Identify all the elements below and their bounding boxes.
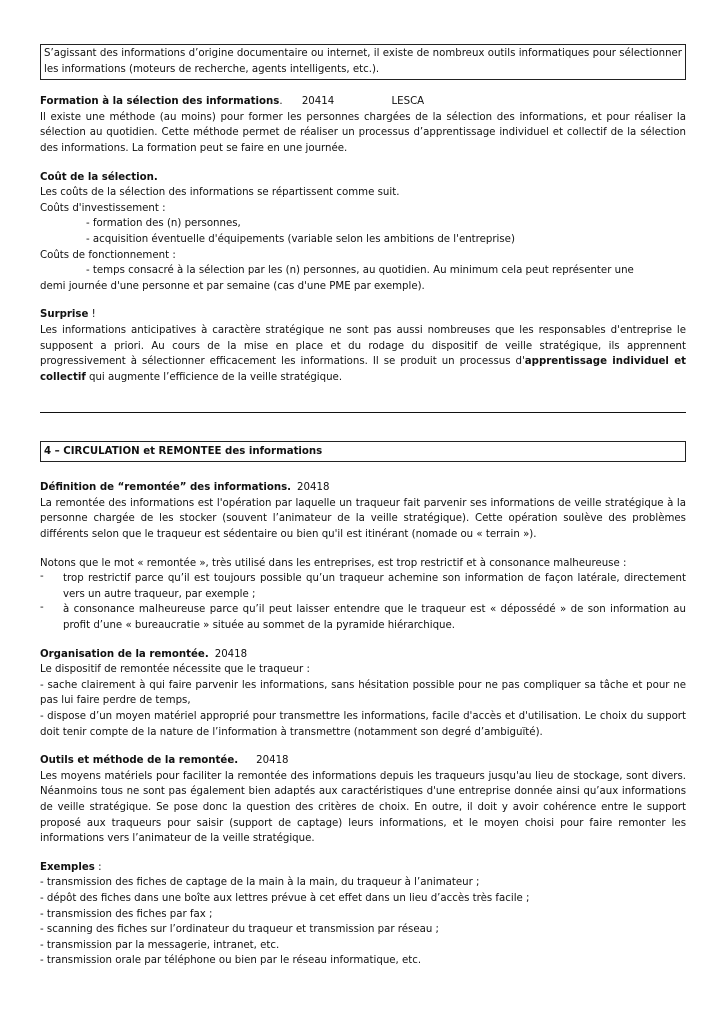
outils-code: 20418	[256, 755, 289, 767]
cout-invest-label: Coûts d'investissement :	[40, 202, 166, 214]
formation-title: Formation à la sélection des informations	[40, 96, 280, 108]
surprise-title: Surprise	[40, 309, 89, 321]
cout-title: Coût de la sélection.	[40, 171, 158, 183]
intro-box	[40, 44, 686, 80]
intro-text: S’agissant des informations d’origine documentaire ou internet, il existe de nombreux outils informatiques pour sélectionner les informations (moteurs de recherche, agents intelligents, etc.).	[44, 48, 682, 75]
exemple-item-2: - dépôt des fiches dans une boîte aux lettres prévue à cet effet dans un lieu d’accès très facile ;	[40, 892, 530, 904]
cout-line1: Les coûts de la sélection des informations se répartissent comme suit.	[40, 187, 400, 199]
surprise-body	[40, 323, 686, 385]
exemples-heading	[40, 860, 686, 876]
formation-heading	[40, 94, 686, 110]
formation-section	[40, 94, 686, 156]
organisation-code: 20418	[214, 648, 248, 660]
notons-dash-1: -	[40, 571, 44, 583]
formation-code: 20414	[301, 96, 335, 108]
cout-invest-item-2: - acquisition éventuelle d'équipements (variable selon les ambitions de l'entreprise)	[86, 233, 515, 245]
definition-code: 20418	[297, 482, 330, 494]
notons-item-1	[40, 571, 686, 602]
notons-section	[40, 556, 686, 634]
section4-heading-box	[40, 441, 686, 462]
document-page	[40, 44, 686, 969]
notons-item-2	[40, 602, 686, 633]
cout-fonct-label: Coûts de fonctionnement :	[40, 249, 176, 261]
exemple-item-3: - transmission des fiches par fax ;	[40, 908, 213, 920]
organisation-item-1: - sache clairement à qui faire parvenir les informations, sans hésitation possible pour ne pas compliquer sa tâche et pour ne pas lui faire perdre de temps,	[40, 679, 686, 707]
outils-body: Les moyens matériels pour faciliter la remontée des informations depuis les traqueurs jusqu'au lieu de stockage, sont divers. Néanmoins tous ne sont pas également bien adaptés aux caractéristiques d'une entreprise donnée ainsi qu’aux informations de veille stratégique. Se pose donc la question des critères de choix. En outre, il doit y avoir cohérence entre le support proposé aux traqueurs pour saisir (support de captage) leurs informations, et le moyen choisi pour faire remonter les informations vers l’animateur de la veille stratégique.	[40, 770, 686, 845]
section-divider	[40, 412, 686, 413]
cout-section	[40, 170, 686, 295]
surprise-title-punct: !	[88, 309, 96, 321]
surprise-section	[40, 307, 686, 385]
exemple-item-1: - transmission des fiches de captage de la main à la main, du traqueur à l’animateur ;	[40, 877, 480, 889]
formation-title-punct: .	[279, 96, 283, 108]
notons-item-2-text: à consonance malheureuse parce qu’il peut laisser entendre que le traqueur est « dépossédé » de son information au profit d’une « bureaucratie » située au sommet de la pyramide hiérarchique.	[63, 604, 686, 632]
exemples-title: Exemples	[40, 861, 95, 873]
organisation-intro: Le dispositif de remontée nécessite que le traqueur :	[40, 664, 310, 676]
outils-section	[40, 753, 686, 847]
surprise-body-start: Les informations anticipatives à caractère stratégique ne sont pas aussi nombreuses que les responsables d'entreprise le supposent a priori. Au cours de la mise en place et du rodage du dispositif de veille stratégique, ils apprennent progressivement à sélectionner efficacement les informations. Il se produit un processus d'	[40, 324, 686, 368]
definition-section	[40, 480, 686, 542]
surprise-body-end: qui augmente l’efficience de la veille stratégique.	[85, 371, 343, 383]
formation-source: LESCA	[391, 96, 425, 108]
exemple-item-5: - transmission par la messagerie, intranet, etc.	[40, 939, 280, 951]
exemples-title-punct: :	[94, 861, 102, 873]
organisation-heading	[40, 647, 686, 663]
definition-title: Définition de “remontée” des informations.	[40, 482, 292, 494]
formation-body: Il existe une méthode (au moins) pour former les personnes chargées de la sélection des informations, et pour réaliser la sélection au quotidien. Cette méthode permet de réaliser un processus d’apprentissage individuel et collectif de la sélection des informations. La formation peut se faire en une journée.	[40, 111, 686, 154]
outils-title: Outils et méthode de la remontée.	[40, 755, 239, 767]
cout-fonct-item-end: demi journée d'une personne et par semaine (cas d'une PME par exemple).	[40, 280, 425, 292]
organisation-title: Organisation de la remontée.	[40, 648, 209, 660]
notons-dash-2: -	[40, 602, 44, 614]
exemples-section	[40, 860, 686, 969]
section4-heading: 4 – CIRCULATION et REMONTEE des informations	[44, 446, 323, 458]
exemple-item-4: - scanning des fiches sur l’ordinateur du traqueur et transmission par réseau ;	[40, 924, 439, 936]
notons-intro: Notons que le mot « remontée », très utilisé dans les entreprises, est trop restrictif et à consonance malheureuse :	[40, 557, 627, 569]
notons-item-1-text: trop restrictif parce qu’il est toujours possible qu’un traqueur achemine son information de façon latérale, directement vers un autre traqueur, par exemple ;	[63, 573, 686, 600]
cout-fonct-item: - temps consacré à la sélection par les (n) personnes, au quotidien. Au minimum cela peut représenter une	[86, 265, 634, 277]
organisation-item-2: - dispose d’un moyen matériel approprié pour transmettre les informations, facile d'accès et d'utilisation. Le choix du support doit tenir compte de la nature de l’information à transmettre (notamment son degré d’ambiguïté).	[40, 711, 686, 738]
exemple-item-6: - transmission orale par téléphone ou bien par le réseau informatique, etc.	[40, 955, 422, 967]
definition-heading	[40, 480, 686, 496]
surprise-heading	[40, 307, 686, 323]
organisation-section	[40, 647, 686, 741]
cout-invest-item-1: - formation des (n) personnes,	[86, 218, 241, 230]
definition-body: La remontée des informations est l'opération par laquelle un traqueur fait parvenir ses informations de veille stratégique à la personne chargée de les stocker (souvent l’animateur de la veille stratégique). Cette opération soulève des problèmes différents selon que le traqueur est sédentaire ou bien qu'il est itinérant (nomade ou « terrain »).	[40, 497, 686, 541]
outils-heading	[40, 753, 686, 769]
surprise-body-bold: apprentissage individuel et collectif	[40, 356, 686, 383]
